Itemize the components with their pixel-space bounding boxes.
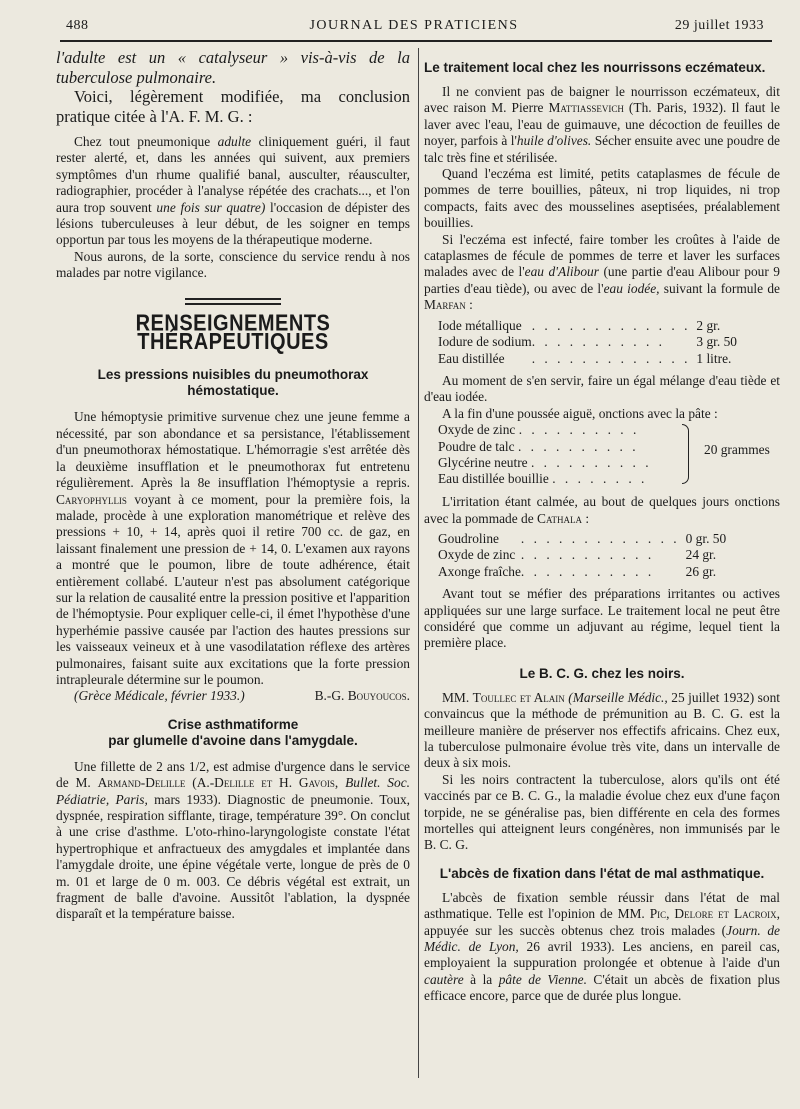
table-row: Poudre de talc . . . . . . . . . . [438,438,639,454]
table-row: Glycérine neutre . . . . . . . . . . [438,454,652,470]
column-divider [418,48,419,1078]
table-row: Eau distillée bouillie . . . . . . . . [438,471,648,487]
paragraph: Chez tout pneumonique adulte cliniquement guéri, il faut rester alerté, et, dans les années qui suivent, aux premiers symptômes d'un rhume qualifié banal, ausculter, réausculter, radiographier, procéder à l'analyse répétée des crachats..., et l'on aura trop souvent une fois sur quatre) l'occasion de dépister des lésions tuberculeuses à leur début, de les soigner en temps opportun par tous les moyens de la thérapeutique moderne. [56,134,411,248]
paragraph: Une fillette de 2 ans 1/2, est admise d'urgence dans le service de M. Armand-Delille (A.-Delille et H. Gavois, Bullet. Soc. Pédiatrie, Paris, mars 1933). Diagnostic de pneumonie. Toux, dyspnée, respiration sifflante, tirage, température 39°. On conclut à une crise d'asthme. L'oto-rhino-laryngologiste constate l'état hypertrophique et anfractueux des amygdales et implantée dans l'amygdale droite, une épine végétale verte, longue de près de 0 m. 01 et large de 0 m. 003. Ce débris végétal est extrait, un fragment de balle d'avoine. Aussitôt l'ablation, la dyspnée disparaît et la température baisse. [56,758,411,922]
article-source: (Grèce Médicale, février 1933.) B.-G. Bouyoucos. [74,688,410,704]
paragraph: Il ne convient pas de baigner le nourrisson eczémateux, dit avec raison M. Pierre Mattiassevich (Th. Paris, 1932). Il faut le laver avec l'eau, l'eau de guimauve, une décoction de feuilles de noyer, parfois à l'huile d'olives. Sécher ensuite avec une poudre de talc très fine et stérilisée. [424,84,781,165]
table-row: Oxyde de zinc . . . . . . . . . . [438,422,640,438]
paragraph: L'irritation étant calmée, au bout de quelques jours onctions avec la pommade de Cathala : [424,494,780,526]
page-number: 488 [66,18,89,33]
table-row: Iode métallique . . . . . . . . . . . . . 2 gr. [438,317,721,333]
paragraph: MM. Toullec et Alain (Marseille Médic., 25 juillet 1932) sont convaincus que la méthode de prémunition au B. C. G. est la meilleure manière de préserver nos effectifs africains. Chez eux, la tuberculose pulmonaire évolue très vite, dans un intervalle de deux à six mois. [424,689,780,771]
journal-title: JOURNAL DES PRATICIENS [309,18,519,33]
paragraph: Avant tout se méfier des préparations irritantes ou actives appliquées sur une large surface. Le traitement local ne peut être considéré que comme un adjuvant au régime, lequel tient la première place. [424,586,780,651]
section-divider [185,298,281,305]
conclusion-lead: Voici, légèrement modifiée, ma conclusion pratique citée à l'A. F. M. G. : [56,87,410,126]
table-row: Goudroline . . . . . . . . . . . . . 0 gr. 50 [438,530,727,546]
table-row: Eau distillée . . . . . . . . . . . . . 1 litre. [438,350,732,366]
paragraph: Quand l'eczéma est limité, petits cataplasmes de fécule de pommes de terre bouillies, pâteux, ni trop liquides, ni trop compacts, faits avec des mousselines aseptisées, préalablement bouillies. [424,166,780,231]
article-title: Le traitement local chez les nourrissons eczémateux. [424,60,766,75]
article-title: Les pressions nuisibles du pneumothorax hémostatique. [97,367,369,399]
paragraph: Si les noirs contractent la tuberculose, alors qu'ils ont été vaccinés par ce B. C. G., la maladie évolue chez eux d'une façon torpide, ne se généralise pas, bien différente en cela des formes mortelles qui atteignent leurs congénères, non immunisés par le B. C. G. [424,771,780,853]
right-column [424,48,780,1005]
header-rule [60,40,772,42]
table-row: Oxyde de zinc . . . . . . . . . . . 24 gr. [438,547,717,563]
section-title: RENSEIGNEMENTS THÉRAPEUTIQUES [135,310,331,355]
table-row: Iodure de sodium . . . . . . . . . . . 3 gr. 50 [438,334,737,350]
paragraph: Si l'eczéma est infecté, faire tomber les croûtes à l'aide de cataplasmes de fécule de pommes de terre et laver les surfaces malades avec de l'eau d'Alibour (une partie d'eau Alibour pour 9 parties d'eau tiède), ou avec de l'eau iodée, suivant la formule de Marfan : [424,231,781,313]
paragraph: Une hémoptysie primitive survenue chez une jeune femme a nécessité, par son abondance et sa persistance, l'établissement d'un pneumothorax hémostatique. L'hémorragie s'est arrêtée dès la deuxième insufflation et le pneumothorax fut entretenu régulièrement. Après la 8e insufflation l'hémoptysie a repris. Caryophyllis voyant à ce moment, pour la première fois, la malade, procède à une exploration manométrique et relève des pressions + 10, + 14, après quoi il retire 700 cc. de gaz, en laissant finalement une pression de + 14, 0. L'examen aux rayons a montré que le poumon, libre de toute adhérence, était entièrement collabé. L'auteur n'est pas absolument catégorique sur la relation de causalité entre la pression positive et l'apparition de l'hémoptysie. Pour expliquer celle-ci, il émet l'hypothèse d'une hyperhémie passive causée par l'action des hautes pressions sur les vaisseaux veineux et à une vasodilatation réflexe des artères pulmonaires, faisant suite aux excitations que la forte pression intrapleurale détermine sur le poumon. [56,409,410,687]
paragraph: Au moment de s'en servir, faire un égal mélange d'eau tiède et d'eau iodée. [424,372,780,405]
intro-continuation: l'adulte est un « catalyseur » vis-à-vis de la tuberculose pulmonaire. [56,48,410,87]
article-title: L'abcès de fixation dans l'état de mal asthmatique. [439,865,765,881]
paragraph: Nous aurons, de la sorte, conscience du service rendu à nos malades par notre vigilance. [56,248,410,281]
prescription-table [438,318,737,367]
paragraph: L'abcès de fixation semble réussir dans l'état de mal asthmatique. Telle est l'opinion de MM. Pic, Delore et Lacroix, appuyée sur les succès obtenus chez trois malades (Journ. de Médic. de Lyon, 26 avril 1933). Les anciens, en pareil cas, employaient la suppuration prolongée et obtenue à l'aide d'un cautère à la pâte de Vienne. C'était un abcès de fixation plus efficace encore, parce que de durée plus longue. [424,889,781,1004]
article-title: Crise asthmatiforme par glumelle d'avoine dans l'amygdale. [108,716,358,748]
article-title: Le B. C. G. chez les noirs. [519,665,685,681]
brace-dose: 20 grammes [704,442,770,458]
left-column [56,48,410,923]
prescription-brace-table [438,422,780,488]
paragraph: A la fin d'une poussée aiguë, onctions avec la pâte : [442,405,718,421]
issue-date: 29 juillet 1933 [674,18,764,33]
page-header [60,12,768,34]
table-row: Axonge fraîche . . . . . . . . . . . 26 gr. [438,563,717,579]
brace [682,424,689,484]
prescription-table [438,531,726,580]
